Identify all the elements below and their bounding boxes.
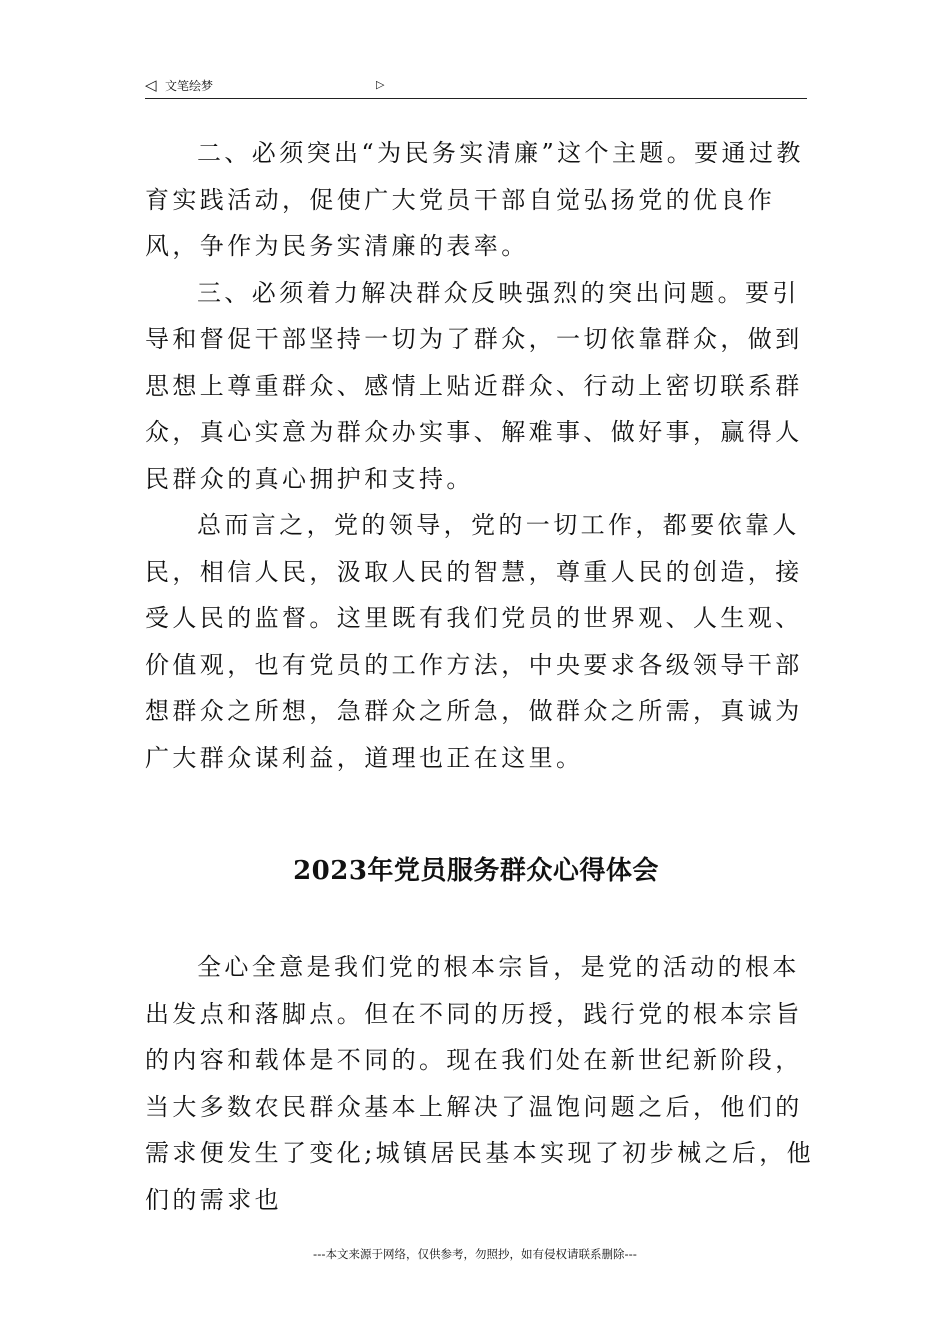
paragraph: 总而言之，党的领导，党的一切工作，都要依靠人民，相信人民，汲取人民的智慧，尊重人民的创造，接受人民的监督。这里既有我们党员的世界观、人生观、价值观，也有党员的工作方法，中央要求各级领导干部想群众之所想，急群众之所急，做群众之所需，真诚为广大群众谋利益，道理也正在这里。 [145,511,803,772]
right-triangle-icon: ▷ [376,78,385,91]
page-footer-disclaimer: ---本文来源于网络，仅供参考，勿照抄，如有侵权请联系删除--- [313,1247,637,1261]
paragraph: 三、必须着力解决群众反映强烈的突出问题。要引导和督促干部坚持一切为了群众，一切依靠群众，做到思想上尊重群众、感情上贴近群众、行动上密切联系群众，真心实意为群众办实事、解难事、做好事，赢得人民群众的真心拥护和支持。 [145,278,803,493]
left-triangle-icon: ◁ [145,76,157,94]
paragraph: 全心全意是我们党的根本宗旨，是党的活动的根本出发点和落脚点。但在不同的历授，践行党的根本宗旨的内容和载体是不同的。现在我们处在新世纪新阶段，当大多数农民群众基本上解决了温饱问题之后，他们的需求便发生了变化;城镇居民基本实现了初步械之后，他们的需求也 [145,953,815,1214]
section-title: 2023年党员服务群众心得体会 [293,856,659,886]
header-brand: 文笔绘梦 [165,79,214,93]
page-header [145,74,807,99]
body-text-lower [145,944,817,1223]
body-text-upper [145,130,817,781]
paragraph: 二、必须突出“为民务实清廉”这个主题。要通过教育实践活动，促使广大党员干部自觉弘扬党的优良作风，争作为民务实清廉的表率。 [145,139,804,260]
